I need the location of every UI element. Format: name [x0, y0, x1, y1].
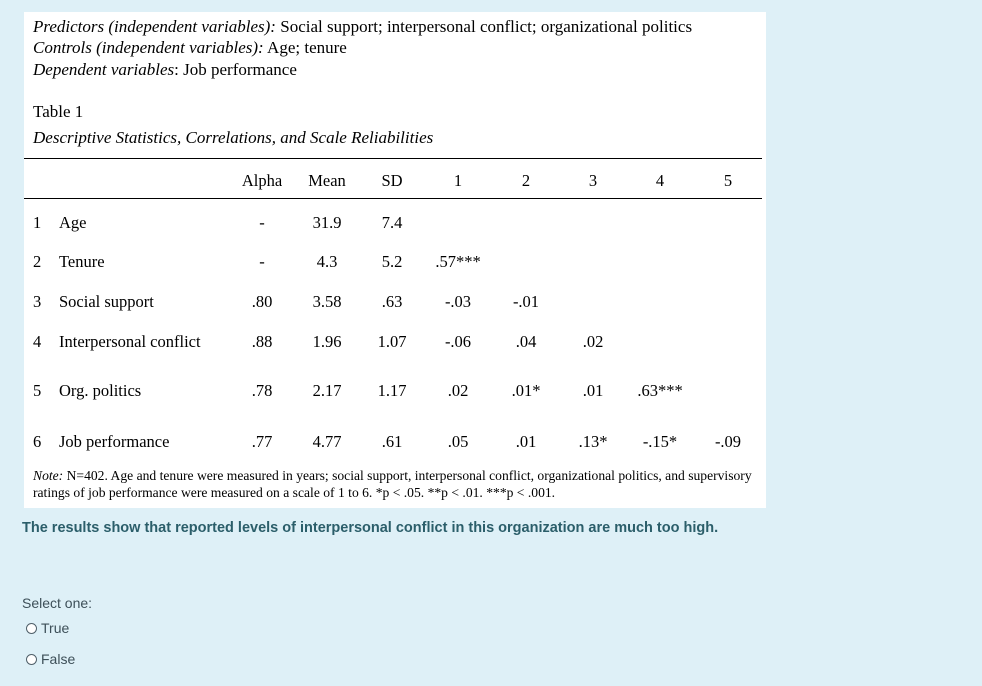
- header-mean: Mean: [308, 171, 346, 190]
- predictors-label: Predictors (independent variables):: [33, 17, 276, 36]
- cell-sd: 1.17: [377, 381, 407, 400]
- cell-alpha: -: [259, 252, 265, 271]
- row-index: 5: [33, 381, 42, 400]
- header-col-4: 4: [655, 171, 665, 190]
- cell-alpha: .80: [251, 292, 273, 311]
- table-caption: Descriptive Statistics, Correlations, and Scale Reliabilities: [33, 128, 434, 147]
- cell-corr-2: .01: [515, 432, 537, 451]
- cell-corr-3: .02: [582, 332, 604, 351]
- dependent-label: Dependent variables: [33, 60, 175, 79]
- row-index: 4: [33, 332, 42, 351]
- row-variable-name: Age: [59, 213, 87, 232]
- cell-corr-5: -.09: [714, 432, 742, 451]
- header-sd: SD: [381, 171, 403, 190]
- row-variable-name: Interpersonal conflict: [59, 332, 201, 351]
- row-variable-name: Job performance: [59, 432, 170, 451]
- option-true-label: True: [41, 620, 70, 636]
- row-index: 1: [33, 213, 42, 232]
- row-index: 2: [33, 252, 42, 271]
- cell-sd: 1.07: [377, 332, 407, 351]
- cell-corr-1: .02: [447, 381, 469, 400]
- cell-corr-2: -.01: [512, 292, 540, 311]
- predictors-value: Social support; interpersonal conflict; organizational politics: [275, 17, 693, 36]
- note-label: Note:: [33, 468, 64, 483]
- cell-mean: 4.77: [312, 432, 342, 451]
- cell-sd: .63: [381, 292, 403, 311]
- cell-alpha: .78: [251, 381, 273, 400]
- cell-alpha: -: [259, 213, 265, 232]
- option-false-label: False: [41, 651, 76, 667]
- cell-corr-4: -.15*: [642, 432, 678, 451]
- row-variable-name: Org. politics: [59, 381, 142, 400]
- header-col-1: 1: [453, 171, 463, 190]
- question-figure: [24, 12, 766, 508]
- cell-corr-2: .01*: [511, 381, 541, 400]
- select-one-label: Select one:: [22, 595, 93, 611]
- row-variable-name: Social support: [59, 292, 154, 311]
- question-text: The results show that reported levels of interpersonal conflict in this organization are much too high.: [22, 520, 719, 536]
- cell-alpha: .77: [251, 432, 273, 451]
- option-false[interactable]: [26, 651, 75, 667]
- cell-sd: 7.4: [381, 213, 403, 232]
- header-col-3: 3: [588, 171, 598, 190]
- cell-mean: 31.9: [312, 213, 342, 232]
- header-alpha: Alpha: [241, 171, 283, 190]
- cell-corr-1: -.06: [444, 332, 472, 351]
- predictors-line: [33, 17, 692, 37]
- cell-corr-2: .04: [515, 332, 537, 351]
- row-variable-name: Tenure: [59, 252, 105, 271]
- header-col-2: 2: [521, 171, 531, 190]
- option-true[interactable]: [26, 620, 69, 636]
- row-index: 3: [33, 292, 42, 311]
- cell-corr-3: .13*: [578, 432, 608, 451]
- table-label: Table 1: [33, 102, 84, 121]
- cell-mean: 3.58: [312, 292, 342, 311]
- cell-corr-1: -.03: [444, 292, 472, 311]
- controls-value: Age; tenure: [263, 38, 347, 57]
- dependent-value: : Job performance: [174, 60, 297, 79]
- controls-label: Controls (independent variables):: [33, 38, 264, 57]
- dependent-line: [33, 60, 297, 80]
- cell-mean: 2.17: [312, 381, 342, 400]
- row-index: 6: [33, 432, 42, 451]
- cell-sd: 5.2: [381, 252, 403, 271]
- table-header-rule: [24, 198, 762, 199]
- cell-corr-3: .01: [582, 381, 604, 400]
- radio-true[interactable]: [26, 623, 37, 634]
- cell-mean: 4.3: [316, 252, 338, 271]
- table-note: [33, 467, 758, 501]
- cell-corr-1: .57***: [435, 252, 481, 271]
- cell-mean: 1.96: [312, 332, 342, 351]
- table-top-rule: [24, 158, 762, 159]
- note-text: N=402. Age and tenure were measured in years; social support, interpersonal conflict, organizational politics, and supervisory ratings of job performance were measured on a scale of 1 to 6. *p < .05. **p < .01. ***p < .001.: [33, 468, 752, 500]
- cell-corr-1: .05: [447, 432, 469, 451]
- cell-alpha: .88: [251, 332, 273, 351]
- radio-false[interactable]: [26, 654, 37, 665]
- cell-corr-4: .63***: [637, 381, 683, 400]
- controls-line: [33, 38, 347, 58]
- header-col-5: 5: [723, 171, 733, 190]
- cell-sd: .61: [381, 432, 403, 451]
